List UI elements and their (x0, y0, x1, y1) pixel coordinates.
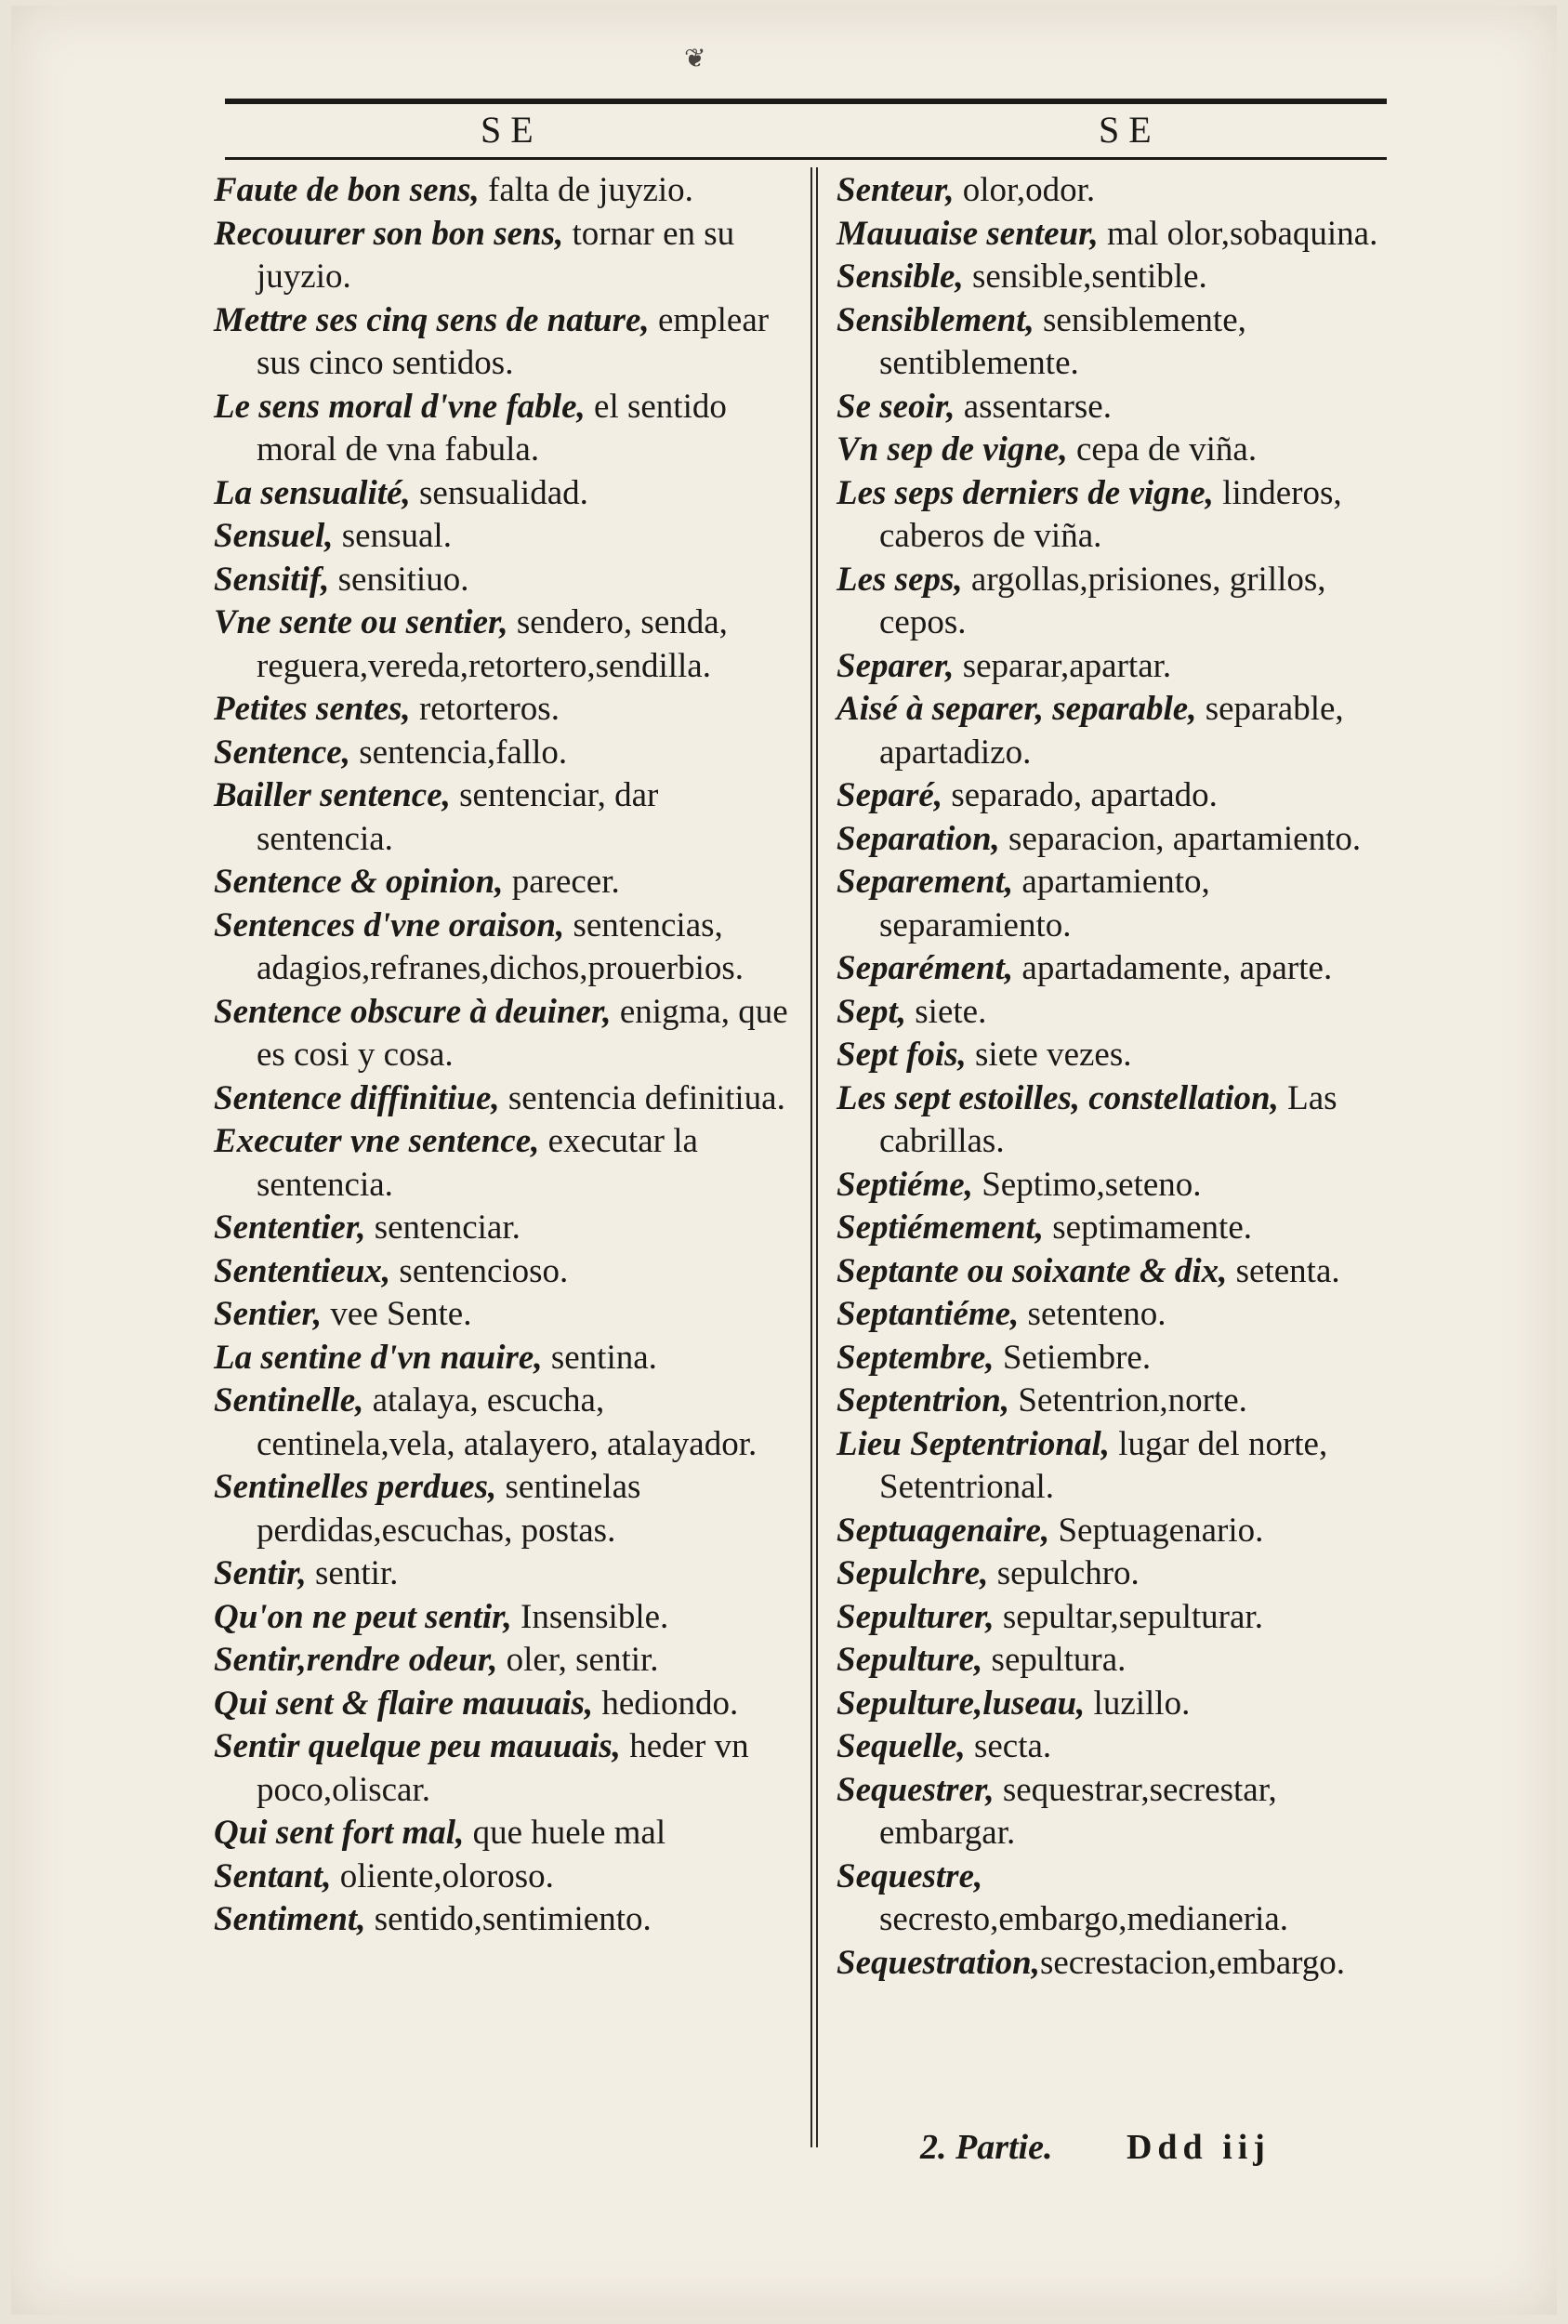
entry-translation: sendero, senda, reguera,vereda,retortero,sendilla. (257, 603, 728, 685)
dictionary-entry (837, 1683, 1394, 1726)
dictionary-entry (837, 429, 1394, 472)
entry-headword: Septiémement, (837, 1208, 1044, 1247)
entry-translation: sensual. (333, 517, 452, 555)
entry-headword: Sequestrer, (837, 1770, 995, 1809)
dictionary-entry (214, 386, 799, 472)
entry-translation: sentir. (306, 1554, 399, 1592)
entry-headword: Sensible, (837, 257, 964, 296)
entry-translation: sentenciar, dar sentencia. (257, 776, 659, 858)
dictionary-entry (837, 1552, 1394, 1596)
running-head-left: SE (481, 109, 543, 151)
dictionary-entry (214, 601, 799, 688)
dictionary-entry (837, 1164, 1394, 1208)
dictionary-entry (837, 1942, 1394, 1986)
dictionary-entry (837, 213, 1394, 257)
entry-headword: Sentiment, (214, 1900, 366, 1938)
dictionary-entry (214, 299, 799, 386)
entry-headword: Aisé à separer, separable, (837, 690, 1197, 728)
entry-headword: Sentir, (214, 1554, 307, 1592)
dictionary-entry (214, 688, 799, 732)
dictionary-entry (837, 256, 1394, 299)
entry-headword: Petites sentes, (214, 690, 411, 728)
right-column (837, 169, 1394, 1985)
entry-headword: Septantiéme, (837, 1295, 1020, 1333)
entry-translation: assentarse. (955, 387, 1112, 426)
dictionary-entry (214, 1725, 799, 1812)
signature-mark: Ddd iij (1126, 2128, 1271, 2167)
entry-translation: sensualidad. (410, 473, 588, 512)
entry-headword: Sentinelle, (214, 1381, 364, 1419)
dictionary-entry (214, 1855, 799, 1899)
entry-translation: sentina. (542, 1338, 657, 1377)
entry-translation: sensiblemente, sentiblemente. (879, 300, 1246, 382)
entry-headword: Separement, (837, 863, 1014, 901)
entry-translation: septimamente. (1044, 1208, 1252, 1247)
entry-headword: Mauuaise senteur, (837, 214, 1099, 253)
entry-translation: emplear sus cinco sentidos. (257, 300, 770, 382)
dictionary-entry (214, 1380, 799, 1466)
entry-headword: Le sens moral d'vne fable, (214, 387, 586, 426)
dictionary-entry (214, 905, 799, 991)
entry-headword: Sentence obscure à deuiner, (214, 992, 612, 1031)
entry-translation: apartadamente, aparte. (1013, 949, 1333, 987)
dictionary-entry (837, 1337, 1394, 1380)
entry-translation: sentencia,fallo. (349, 733, 568, 772)
entry-headword: Sequelle, (837, 1727, 966, 1765)
entry-translation: sentido,sentimiento. (365, 1900, 652, 1938)
dictionary-entry (214, 774, 799, 861)
entry-translation: oliente,oloroso. (331, 1856, 554, 1895)
top-rule (225, 99, 1387, 104)
entry-translation: secrestacion,embargo. (1039, 1943, 1346, 1982)
entry-headword: Executer vne sentence, (214, 1122, 540, 1160)
dictionary-entry (837, 1725, 1394, 1769)
entry-translation: falta de juyzio. (479, 171, 693, 209)
entry-headword: Separément, (837, 949, 1014, 987)
dictionary-entry (214, 1077, 799, 1121)
entry-translation: olor,odor. (954, 171, 1096, 209)
entry-translation: Insensible. (511, 1597, 669, 1636)
entry-headword: Septante ou soixante & dix, (837, 1251, 1228, 1290)
entry-headword: Sentence, (214, 733, 350, 772)
entry-headword: Sequestre, (837, 1856, 983, 1895)
dictionary-entry (214, 1898, 799, 1942)
entry-headword: Sept, (837, 992, 907, 1031)
dictionary-entry (214, 1596, 799, 1640)
entry-headword: Sentir,rendre odeur, (214, 1641, 498, 1679)
dictionary-entry (837, 299, 1394, 386)
entry-headword: Sepulturer, (837, 1597, 995, 1636)
entry-translation: vee Sente. (322, 1295, 472, 1333)
dictionary-entry (214, 991, 799, 1077)
entry-headword: Separation, (837, 819, 1000, 858)
dictionary-entry (214, 1207, 799, 1250)
entry-headword: Septembre, (837, 1338, 995, 1377)
entry-headword: Sentir quelque peu mauuais, (214, 1727, 621, 1765)
entry-headword: Recouurer son bon sens, (214, 214, 564, 253)
entry-headword: Senteur, (837, 171, 955, 209)
dictionary-entry (837, 991, 1394, 1035)
entry-headword: Separer, (837, 646, 955, 685)
entry-headword: Sensuel, (214, 517, 334, 555)
entry-translation: siete vezes. (966, 1036, 1132, 1074)
entry-translation: executar la sentencia. (257, 1122, 698, 1204)
entry-translation: mal olor,sobaquina. (1098, 214, 1378, 253)
dictionary-entry (837, 818, 1394, 862)
dictionary-entry (214, 1293, 799, 1337)
dictionary-entry (837, 1769, 1394, 1855)
entry-headword: Sentence diffinitiue, (214, 1078, 500, 1117)
entry-translation: sepulchro. (988, 1554, 1140, 1592)
entry-translation: atalaya, escucha, centinela,vela, atalayero, atalayador. (257, 1381, 758, 1463)
dictionary-entry (214, 1120, 799, 1207)
dictionary-entry (837, 645, 1394, 689)
left-column (214, 169, 799, 1942)
dictionary-entry (837, 1207, 1394, 1250)
entry-headword: Bailler sentence, (214, 776, 451, 814)
entry-headword: Sentier, (214, 1295, 323, 1333)
dictionary-entry (837, 559, 1394, 645)
entry-headword: Sententier, (214, 1208, 366, 1247)
entry-translation: setenta. (1227, 1251, 1340, 1290)
dictionary-entry (214, 169, 799, 213)
column-divider (810, 167, 812, 2147)
entry-headword: Qu'on ne peut sentir, (214, 1597, 512, 1636)
entry-translation: cepa de viña. (1067, 430, 1258, 469)
entry-translation: sepultar,sepulturar. (994, 1597, 1263, 1636)
dictionary-entry (837, 1510, 1394, 1553)
dictionary-entry (214, 1250, 799, 1294)
entry-headword: Sensiblement, (837, 300, 1034, 339)
entry-translation: enigma, que es cosi y cosa. (257, 992, 788, 1074)
entry-headword: Sententieux, (214, 1251, 391, 1290)
dictionary-entry (837, 1596, 1394, 1640)
entry-headword: Faute de bon sens, (214, 171, 480, 209)
entry-headword: Lieu Septentrional, (837, 1424, 1110, 1463)
entry-translation: siete. (906, 992, 987, 1031)
dictionary-entry (837, 1639, 1394, 1683)
dictionary-entry (214, 1812, 799, 1855)
entry-headword: Les seps, (837, 560, 963, 599)
dictionary-entry (214, 1639, 799, 1683)
entry-headword: La sensualité, (214, 473, 411, 512)
entry-headword: Septuagenaire, (837, 1511, 1050, 1550)
dictionary-entry (837, 1077, 1394, 1164)
entry-headword: Sepulchre, (837, 1554, 989, 1592)
dictionary-entry (837, 1855, 1394, 1942)
dictionary-entry (214, 732, 799, 775)
dictionary-entry (837, 1380, 1394, 1423)
dictionary-entry (837, 861, 1394, 947)
entry-headword: Se seoir, (837, 387, 955, 426)
dictionary-entry (214, 1337, 799, 1380)
entry-translation: sensitiuo. (329, 560, 469, 599)
running-head-right: SE (1099, 109, 1161, 151)
dictionary-entry (837, 386, 1394, 429)
entry-translation: lugar del norte, Setentrional. (879, 1424, 1328, 1506)
dictionary-entry (837, 774, 1394, 818)
entry-translation: separable, apartadizo. (879, 690, 1344, 772)
entry-translation: secta. (965, 1727, 1052, 1765)
entry-translation: sentinelas perdidas,escuchas, postas. (257, 1468, 641, 1550)
dictionary-entry (214, 1683, 799, 1726)
entry-translation: separado, apartado. (942, 776, 1218, 814)
dictionary-entry (214, 1466, 799, 1552)
entry-translation: tornar en su juyzio. (257, 214, 735, 296)
entry-headword: Vne sente ou sentier, (214, 603, 508, 641)
entry-translation: sentencioso. (390, 1251, 569, 1290)
entry-headword: Sentence & opinion, (214, 863, 504, 901)
page-footer (920, 2127, 1271, 2168)
dictionary-entry (837, 688, 1394, 774)
entry-translation: sentencias, adagios,refranes,dichos,prouerbios. (257, 905, 744, 987)
entry-translation: Septuagenario. (1049, 1511, 1264, 1550)
entry-headword: Vn sep de vigne, (837, 430, 1068, 469)
entry-translation: hediondo. (593, 1684, 739, 1723)
dictionary-entry (837, 169, 1394, 213)
dictionary-entry (214, 213, 799, 299)
entry-translation: setenteno. (1019, 1295, 1166, 1333)
entry-headword: Qui sent fort mal, (214, 1814, 465, 1852)
entry-translation: retorteros. (410, 690, 560, 728)
entry-headword: Septiéme, (837, 1165, 973, 1204)
entry-translation: heder vn poco,oliscar. (257, 1727, 749, 1809)
dictionary-entry (837, 472, 1394, 559)
entry-translation: Las cabrillas. (879, 1078, 1337, 1160)
entry-headword: Septentrion, (837, 1381, 1010, 1419)
entry-headword: Separé, (837, 776, 943, 814)
entry-translation: sequestrar,secrestar, embargar. (879, 1770, 1277, 1852)
entry-headword: Sept fois, (837, 1036, 967, 1074)
entry-translation: sensible,sentible. (963, 257, 1207, 296)
entry-headword: Sensitif, (214, 560, 330, 599)
entry-translation: secresto,embargo,medianeria. (879, 1900, 1289, 1938)
entry-translation: Setiembre. (994, 1338, 1152, 1377)
entry-headword: Sentences d'vne oraison, (214, 905, 565, 944)
entry-translation: apartamiento, separamiento. (879, 863, 1210, 944)
dictionary-entry (214, 861, 799, 905)
dictionary-entry (214, 515, 799, 559)
entry-translation: oler, sentir. (497, 1641, 659, 1679)
entry-translation: que huele mal (464, 1814, 666, 1852)
entry-translation: argollas,prisiones, grillos, cepos. (879, 560, 1326, 641)
entry-translation: sentencia definitiua. (499, 1078, 785, 1117)
entry-translation: el sentido moral de vna fabula. (257, 387, 727, 469)
entry-headword: Sentant, (214, 1856, 332, 1895)
entry-headword: La sentine d'vn nauire, (214, 1338, 543, 1377)
entry-translation: sepultura. (982, 1641, 1127, 1679)
entry-translation: linderos, caberos de viña. (879, 473, 1342, 555)
entry-headword: Les seps derniers de vigne, (837, 473, 1214, 512)
entry-headword: Sepulture,luseau, (837, 1684, 1086, 1723)
entry-translation: separar,apartar. (954, 646, 1172, 685)
dictionary-entry (837, 1423, 1394, 1510)
entry-headword: Qui sent & flaire mauuais, (214, 1684, 594, 1723)
head-rule (225, 157, 1387, 160)
entry-headword: Sentinelles perdues, (214, 1468, 497, 1506)
entry-translation: parecer. (503, 863, 620, 901)
entry-headword: Sequestration, (837, 1943, 1040, 1982)
entry-headword: Les sept estoilles, constellation, (837, 1078, 1279, 1117)
entry-translation: Setentrion,norte. (1009, 1381, 1247, 1419)
entry-headword: Sepulture, (837, 1641, 983, 1679)
dictionary-entry (837, 947, 1394, 991)
entry-headword: Mettre ses cinq sens de nature, (214, 300, 650, 339)
dictionary-entry (837, 1250, 1394, 1294)
dictionary-entry (214, 1552, 799, 1596)
dictionary-entry (214, 559, 799, 602)
entry-translation: Septimo,seteno. (972, 1165, 1202, 1204)
dictionary-entry (837, 1293, 1394, 1337)
dictionary-entry (214, 472, 799, 516)
entry-translation: separacion, apartamiento. (999, 819, 1362, 858)
column-divider (816, 167, 818, 2147)
entry-translation: luzillo. (1085, 1684, 1191, 1723)
entry-translation: sentenciar. (365, 1208, 520, 1247)
dictionary-entry (837, 1034, 1394, 1077)
top-ornament-icon: ❦ (684, 45, 706, 73)
part-label: 2. Partie. (920, 2128, 1053, 2167)
